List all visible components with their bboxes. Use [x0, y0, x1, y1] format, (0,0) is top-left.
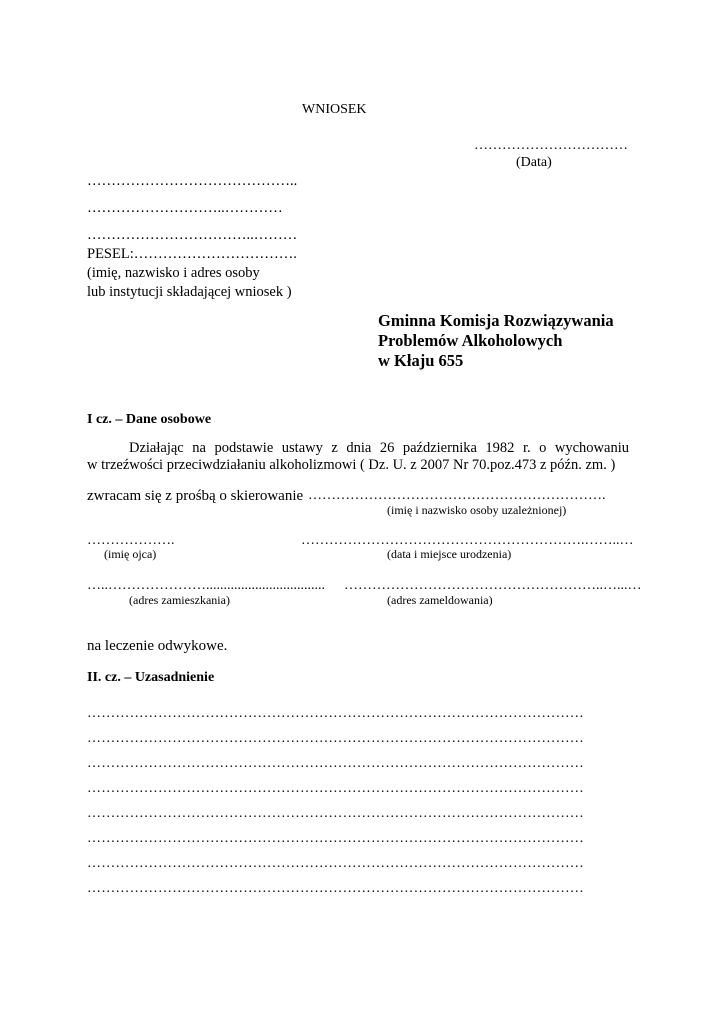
- date-field: ……………………………: [474, 138, 628, 153]
- father-name-caption: (imię ojca): [104, 547, 157, 561]
- recipient-line-3: w Kłaju 655: [378, 351, 464, 370]
- registered-address-field: ………………………………………………..…...…: [344, 578, 642, 593]
- residence-caption: (adres zamieszkania): [129, 593, 230, 607]
- birth-field: …………………………………………………….……..…: [301, 533, 634, 548]
- applicant-line-3: ……………………………..………: [87, 227, 298, 243]
- applicant-block: [87, 172, 297, 302]
- justification-line-8: ……………………………………………………………………………………………: [87, 881, 584, 896]
- registered-address-caption: (adres zameldowania): [387, 593, 493, 607]
- section-2-heading: II. cz. – Uzasadnienie: [87, 670, 215, 685]
- section-1-heading: I cz. – Dane osobowe: [87, 412, 212, 427]
- recipient-line-2: Problemów Alkoholowych: [378, 331, 563, 350]
- applicant-line-1: ……………………………………..: [87, 173, 298, 189]
- applicant-line-2: ………………………..…………: [87, 200, 283, 216]
- father-name-field: ……………….: [87, 533, 175, 548]
- treatment-text: na leczenie odwykowe.: [87, 638, 228, 654]
- justification-line-1: ……………………………………………………………………………………………: [87, 706, 584, 721]
- recipient-block: [378, 311, 614, 371]
- justification-line-5: ……………………………………………………………………………………………: [87, 806, 584, 821]
- applicant-caption-1: (imię, nazwisko i adres osoby: [87, 265, 260, 281]
- person-name-caption: (imię i nazwisko osoby uzależnionej): [387, 503, 567, 517]
- residence-field: …..…………………..................................: [87, 578, 325, 593]
- legal-basis-line-2: w trzeźwości przeciwdziałaniu alkoholizmowi ( Dz. U. z 2007 Nr 70.poz.473 z późn. zm. ): [87, 457, 616, 473]
- recipient-line-1: Gminna Komisja Rozwiązywania: [378, 311, 614, 330]
- request-text: zwracam się z prośbą o skierowanie: [87, 488, 304, 504]
- justification-line-4: ……………………………………………………………………………………………: [87, 781, 584, 796]
- justification-line-2: ……………………………………………………………………………………………: [87, 731, 584, 746]
- legal-basis-line-1: Działając na podstawie ustawy z dnia 26 października 1982 r. o wychowaniu: [129, 440, 629, 456]
- date-label: (Data): [516, 155, 552, 170]
- applicant-caption-2: lub instytucji składającej wniosek ): [87, 284, 292, 300]
- justification-line-3: ……………………………………………………………………………………………: [87, 756, 584, 771]
- birth-caption: (data i miejsce urodzenia): [387, 547, 512, 561]
- legal-basis-paragraph: [87, 440, 629, 474]
- justification-line-6: ……………………………………………………………………………………………: [87, 831, 584, 846]
- document-title: WNIOSEK: [302, 102, 367, 117]
- pesel-field: PESEL:…………………………….: [87, 246, 297, 262]
- person-name-field: ……………………………………………………….: [308, 488, 606, 503]
- justification-line-7: ……………………………………………………………………………………………: [87, 856, 584, 871]
